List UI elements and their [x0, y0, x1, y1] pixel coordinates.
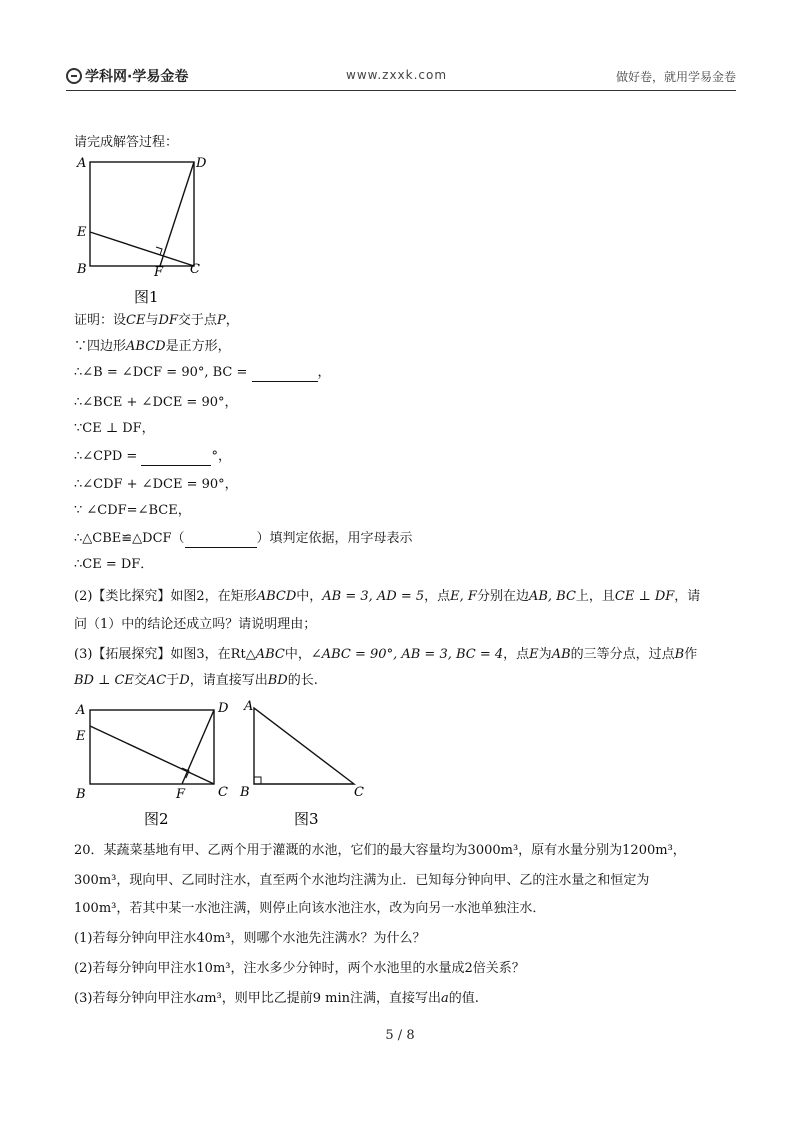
proof-l1-comma: ，: [225, 313, 239, 328]
proof-l2-post: 是正方形，: [165, 339, 231, 354]
proof-l2-abcd: ABCD: [126, 339, 166, 354]
proof-l1-text: 证明：设: [74, 313, 127, 328]
proof-line-5: ∵CE ⊥ DF，: [74, 421, 155, 436]
site-url: www.zxxk.com: [346, 68, 448, 82]
q20-l6-a: (3)若每分钟向甲注水: [74, 991, 197, 1006]
q2-l1-f: ，请: [674, 589, 701, 604]
proof-line-10: ∴CE = DF．: [74, 557, 154, 572]
figure-1: [74, 152, 207, 312]
proof-l1-p: P: [216, 313, 226, 328]
proof-line-2: [74, 338, 231, 356]
q3-l1-a: (3)【拓展探究】如图3，在Rt△: [74, 647, 256, 662]
page-header: [66, 64, 736, 91]
proof-line-3: [74, 364, 331, 382]
answer-blank-bc[interactable]: [252, 367, 318, 382]
q3-line-2: [74, 672, 318, 690]
q2-l1-abbc: AB, BC: [528, 589, 576, 604]
logo-text: 学科网·学易金卷: [85, 69, 189, 85]
q2-line-2: 问（1）中的结论还成立吗？请说明理由；: [74, 617, 317, 632]
fig3-caption: 图3: [294, 810, 319, 828]
q2-line-1: [74, 588, 700, 606]
fig2-label-b: B: [76, 787, 86, 802]
q2-l1-d: 分别在边: [476, 589, 529, 604]
fig1-label-a: A: [77, 156, 87, 171]
proof-l1-end: 交于点: [177, 313, 217, 328]
q2-l1-perp: CE ⊥ DF: [614, 589, 675, 604]
q3-l2-d: D: [179, 673, 190, 688]
q20-line-6: [74, 990, 479, 1008]
q3-l1-e: E: [529, 647, 539, 662]
fig1-label-d: D: [196, 156, 207, 171]
q3-l2-f: 的长.: [287, 673, 318, 688]
fig3-label-a: A: [244, 699, 254, 714]
answer-blank-angle[interactable]: [141, 451, 211, 466]
q20-l6-c: 的值.: [448, 991, 479, 1006]
fig2-label-e: E: [76, 729, 86, 744]
fig1-label-e: E: [77, 225, 87, 240]
q20-line-1: 20．某蔬菜基地有甲、乙两个用于灌溉的水池，它们的最大容量均为3000m³，原有水量分别为1200m³，: [74, 843, 686, 858]
q2-l1-a: (2)【类比探究】如图2，在矩形: [74, 589, 257, 604]
q20-line-5: (2)若每分钟向甲注水10m³，注水多少分钟时，两个水池里的水量成2倍关系？: [74, 961, 525, 976]
proof-l1-ce: CE: [126, 313, 146, 328]
figure-3: [238, 696, 378, 832]
proof-l3-end: ，: [317, 365, 331, 380]
proof-line-1: [74, 312, 239, 330]
answer-blank-criterion[interactable]: [185, 533, 257, 548]
proof-l6-text: ∴∠CPD =: [74, 449, 138, 464]
fig1-label-c: C: [190, 262, 200, 277]
q3-l2-bd: BD: [267, 673, 288, 688]
q2-l1-b: 中，: [296, 589, 323, 604]
q2-l1-ef: E, F: [450, 589, 477, 604]
intro-text: 请完成解答过程：: [74, 135, 179, 150]
q3-l2-ac: AC: [146, 673, 167, 688]
q3-l1-cond: ∠ABC = 90°, AB = 3, BC = 4: [310, 647, 504, 662]
owl-logo-icon: [66, 68, 82, 84]
q2-l1-e: 上，且: [575, 589, 615, 604]
q3-l1-c: ，点: [503, 647, 530, 662]
fig1-label-f: F: [154, 265, 164, 280]
q3-l2-a: BD ⊥ CE: [74, 673, 134, 688]
q20-l6-var: a: [196, 991, 205, 1006]
q3-line-1: [74, 646, 697, 664]
q20-l6-b: m³，则甲比乙提前9 min注满，直接写出: [204, 991, 441, 1006]
fig2-label-d: D: [218, 701, 229, 716]
fig2-label-c: C: [218, 785, 228, 800]
proof-line-4: ∴∠BCE + ∠DCE = 90°，: [74, 395, 238, 410]
fig3-label-b: B: [240, 785, 250, 800]
proof-l9-pre: ∴△CBE≌△DCF（: [74, 531, 185, 546]
proof-l9-post: ）填判定依据，用字母表示: [256, 531, 413, 546]
proof-line-6: [74, 448, 231, 466]
proof-l6-end: °，: [211, 449, 231, 464]
q3-l1-bpt: B: [674, 647, 685, 662]
proof-l1-df: DF: [158, 313, 178, 328]
q2-l1-cond: AB = 3, AD = 5: [322, 589, 425, 604]
q3-l2-c: 于: [166, 673, 180, 688]
q20-l6-var-2: a: [441, 991, 449, 1006]
q3-l1-g: 作: [684, 647, 698, 662]
q20-line-3: 100m³，若其中某一水池注满，则停止向该水池注水，改为向另一水池单独注水．: [74, 901, 546, 916]
q20-line-2: 300m³，现向甲、乙同时注水，直至两个水池均注满为止．已知每分钟向甲、乙的注水量之和恒定为: [74, 873, 650, 888]
fig2-label-a: A: [76, 703, 86, 718]
proof-line-7: ∴∠CDF + ∠DCE = 90°，: [74, 477, 238, 492]
fig3-label-c: C: [354, 785, 364, 800]
q3-l2-b: 交: [133, 673, 147, 688]
fig1-label-b: B: [77, 262, 87, 277]
proof-line-9: [74, 530, 413, 548]
header-slogan: 做好卷，就用学易金卷: [615, 70, 736, 84]
proof-l1-and: 与: [145, 313, 159, 328]
fig1-caption: 图1: [134, 288, 159, 306]
proof-line-8: ∵ ∠CDF=∠BCE，: [74, 503, 191, 518]
q20-line-4: (1)若每分钟向甲注水40m³，则哪个水池先注满水？为什么？: [74, 931, 426, 946]
page-number: 5 / 8: [385, 1028, 415, 1043]
q2-l1-c: ，点: [424, 589, 451, 604]
q3-l1-b: 中，: [284, 647, 311, 662]
figure-2: [74, 696, 244, 832]
proof-l3-text: ∴∠B = ∠DCF = 90°, BC =: [74, 365, 248, 380]
q3-l1-ab: AB: [551, 647, 571, 662]
q2-l1-abcd: ABCD: [256, 589, 297, 604]
q3-l1-abc: ABC: [255, 647, 285, 662]
q3-l1-d: 为: [538, 647, 552, 662]
q3-l1-f: 的三等分点，过点: [570, 647, 675, 662]
fig2-label-f: F: [176, 787, 186, 802]
logo: [66, 66, 188, 86]
q3-l2-e: ，请直接写出: [189, 673, 268, 688]
proof-l2-pre: ∵四边形: [74, 339, 127, 354]
fig2-caption: 图2: [144, 810, 169, 828]
